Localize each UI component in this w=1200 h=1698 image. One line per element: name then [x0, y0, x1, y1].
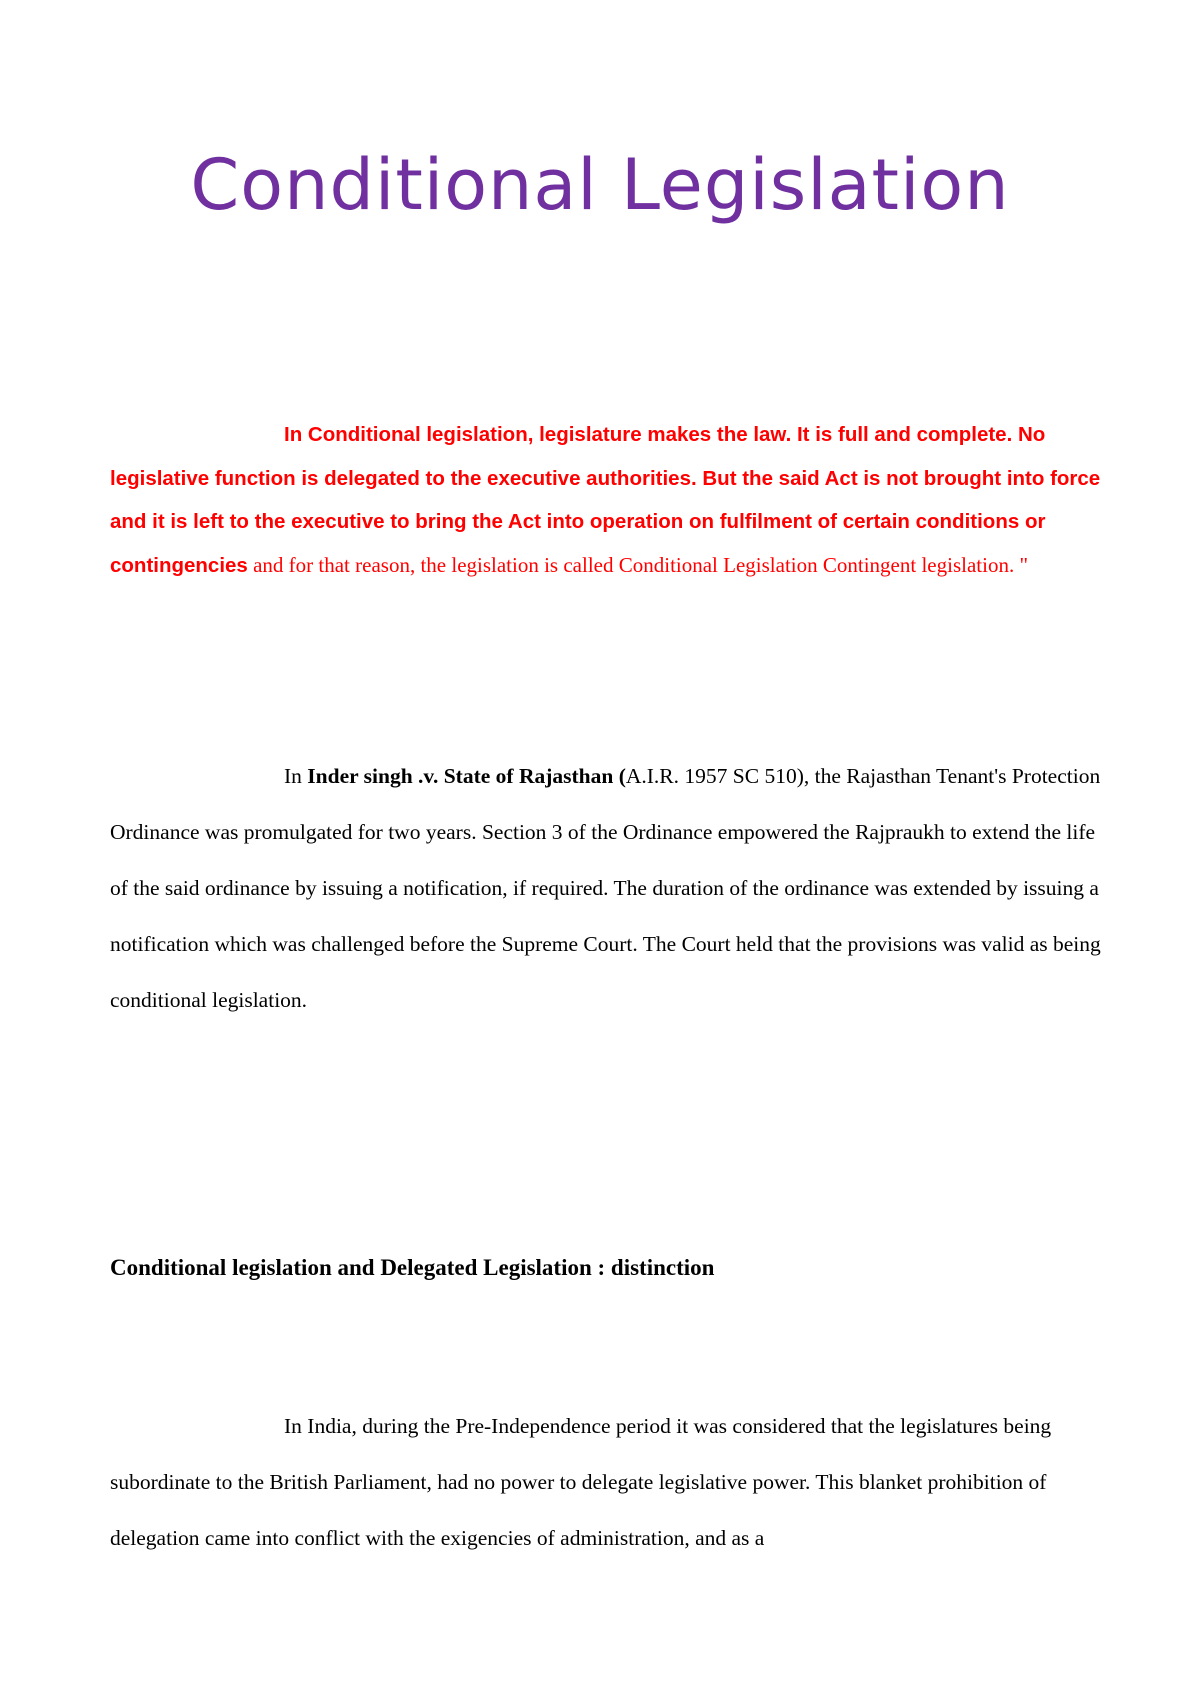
case-lead-text: In — [284, 764, 308, 788]
case-paragraph — [110, 748, 1102, 1028]
case-body-text: A.I.R. 1957 SC 510), the Rajasthan Tenant's Protection Ordinance was promulgated for two years. Section 3 of the Ordinance empowered the Rajpraukh to extend the life of the said ordinance by issuing a notification, if required. The duration of the ordinance was extended by issuing a notification which was challenged before the Supreme Court. The Court held that the provisions was valid as being conditional legislation. — [110, 764, 1101, 1012]
intro-regular-text: and for that reason, the legislation is called Conditional Legislation Contingent legislation. " — [247, 552, 1029, 577]
intro-paragraph — [110, 413, 1102, 587]
document-title: Conditional Legislation — [190, 144, 1010, 226]
case-name: Inder singh .v. State of Rajasthan ( — [307, 764, 626, 788]
india-paragraph-text: In India, during the Pre-Independence period it was considered that the legislatures being subordinate to the British Parliament, had no power to delegate legislative power. This blanket prohibition of delegation came into conflict with the exigencies of administration, and as a — [110, 1414, 1052, 1550]
intro-bold-text: In Conditional legislation, legislature makes the law. It is full and complete. No legislative function is delegated to the executive authorities. But the said Act is not brought into force and it is left to the executive to bring the Act into operation on fulfilment of certain conditions or contingencies — [110, 423, 1101, 577]
india-paragraph — [110, 1398, 1102, 1566]
section-heading: Conditional legislation and Delegated Legislation : distinction — [110, 1255, 715, 1280]
